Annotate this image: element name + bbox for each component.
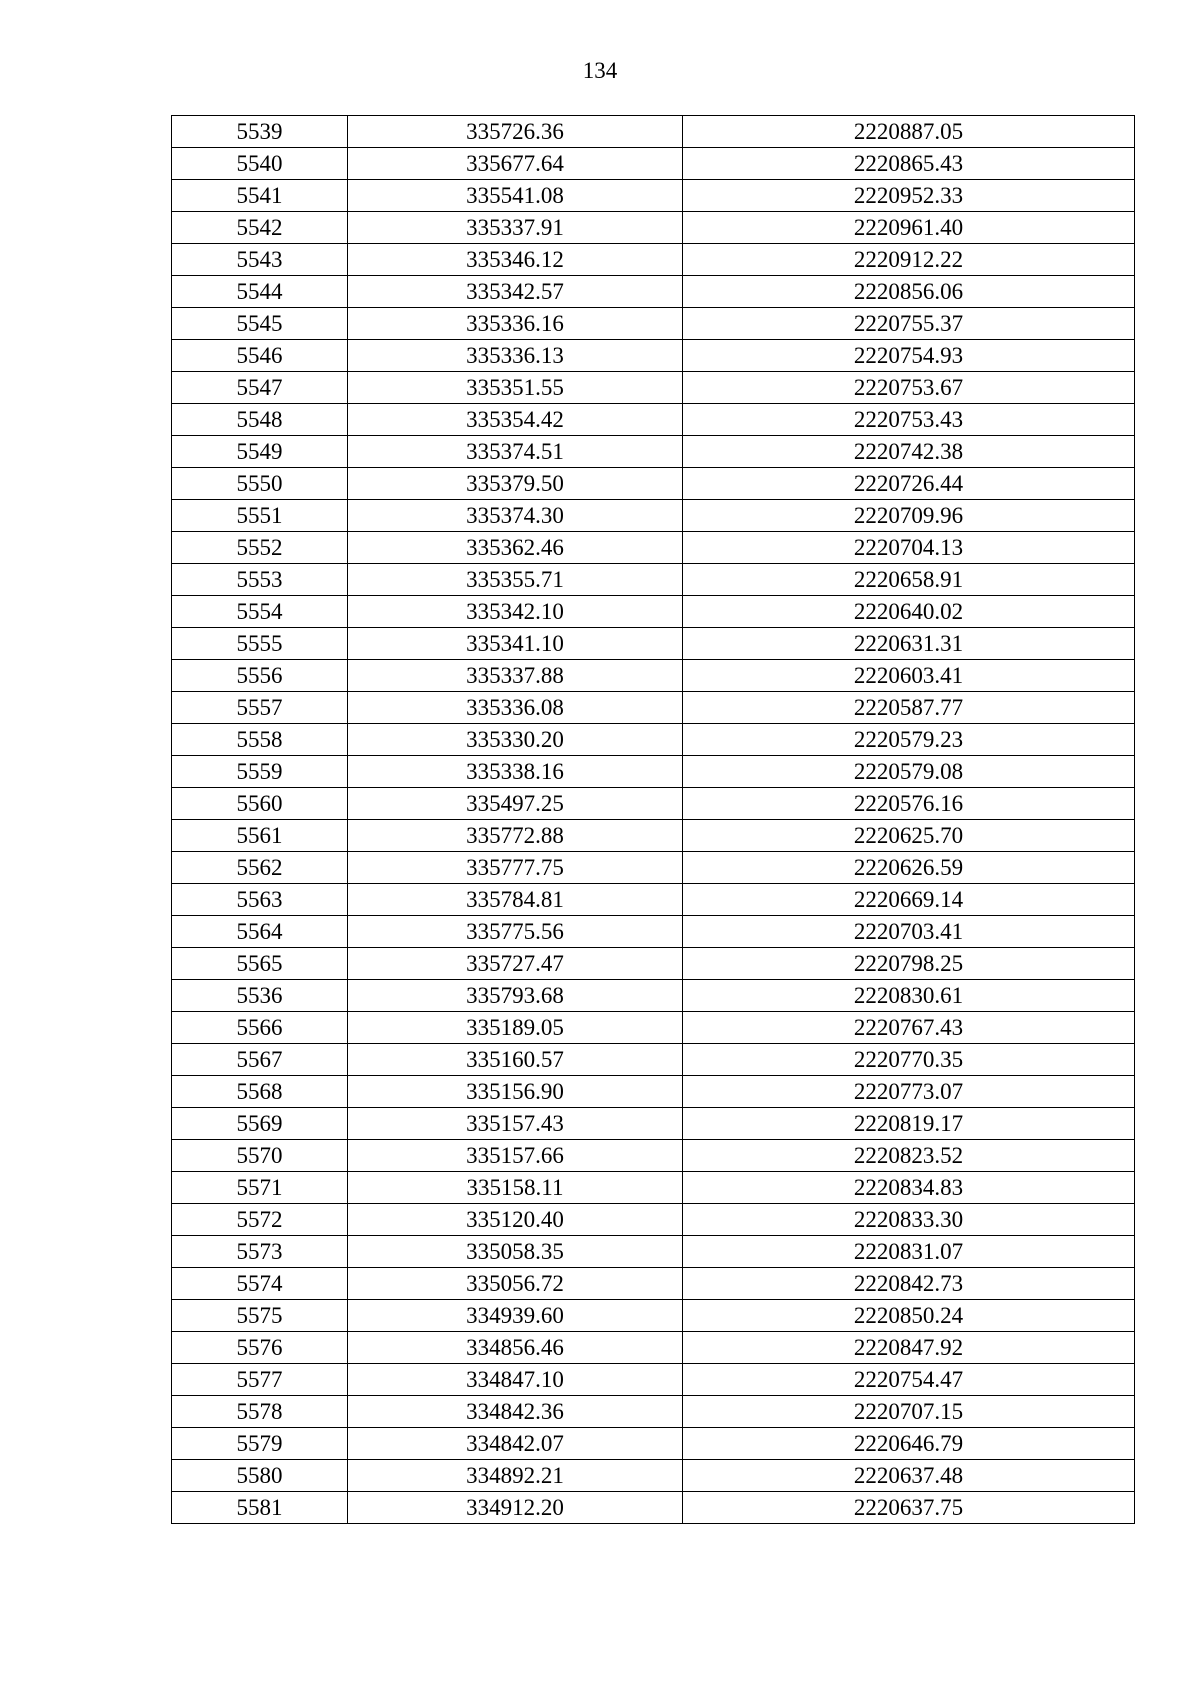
- y-coordinate-cell: 2220830.61: [683, 980, 1135, 1012]
- x-coordinate-cell: 335158.11: [348, 1172, 683, 1204]
- table-row: [172, 628, 1135, 660]
- y-coordinate-cell: 2220755.37: [683, 308, 1135, 340]
- x-coordinate-cell: 335346.12: [348, 244, 683, 276]
- x-coordinate-cell: 335777.75: [348, 852, 683, 884]
- x-coordinate-cell: 335727.47: [348, 948, 683, 980]
- y-coordinate-cell: 2220754.93: [683, 340, 1135, 372]
- y-coordinate-cell: 2220640.02: [683, 596, 1135, 628]
- point-number-cell: 5565: [172, 948, 348, 980]
- y-coordinate-cell: 2220703.41: [683, 916, 1135, 948]
- x-coordinate-cell: 335351.55: [348, 372, 683, 404]
- point-number-cell: 5540: [172, 148, 348, 180]
- y-coordinate-cell: 2220625.70: [683, 820, 1135, 852]
- point-number-cell: 5555: [172, 628, 348, 660]
- x-coordinate-cell: 335784.81: [348, 884, 683, 916]
- y-coordinate-cell: 2220709.96: [683, 500, 1135, 532]
- y-coordinate-cell: 2220631.31: [683, 628, 1135, 660]
- page-number: 134: [582, 58, 618, 83]
- x-coordinate-cell: 335120.40: [348, 1204, 683, 1236]
- coordinates-table-body: [172, 116, 1135, 1524]
- x-coordinate-cell: 335341.10: [348, 628, 683, 660]
- table-row: [172, 1140, 1135, 1172]
- point-number-cell: 5542: [172, 212, 348, 244]
- table-row: [172, 948, 1135, 980]
- x-coordinate-cell: 335157.43: [348, 1108, 683, 1140]
- point-number-cell: 5544: [172, 276, 348, 308]
- point-number-cell: 5563: [172, 884, 348, 916]
- table-row: [172, 308, 1135, 340]
- x-coordinate-cell: 335362.46: [348, 532, 683, 564]
- y-coordinate-cell: 2220819.17: [683, 1108, 1135, 1140]
- y-coordinate-cell: 2220579.08: [683, 756, 1135, 788]
- y-coordinate-cell: 2220669.14: [683, 884, 1135, 916]
- x-coordinate-cell: 335541.08: [348, 180, 683, 212]
- x-coordinate-cell: 335156.90: [348, 1076, 683, 1108]
- table-row: [172, 436, 1135, 468]
- point-number-cell: 5570: [172, 1140, 348, 1172]
- point-number-cell: 5553: [172, 564, 348, 596]
- table-row: [172, 404, 1135, 436]
- x-coordinate-cell: 335497.25: [348, 788, 683, 820]
- y-coordinate-cell: 2220637.48: [683, 1460, 1135, 1492]
- x-coordinate-cell: 335189.05: [348, 1012, 683, 1044]
- table-row: [172, 1076, 1135, 1108]
- table-row: [172, 1364, 1135, 1396]
- point-number-cell: 5575: [172, 1300, 348, 1332]
- y-coordinate-cell: 2220726.44: [683, 468, 1135, 500]
- table-row: [172, 244, 1135, 276]
- y-coordinate-cell: 2220576.16: [683, 788, 1135, 820]
- point-number-cell: 5574: [172, 1268, 348, 1300]
- point-number-cell: 5550: [172, 468, 348, 500]
- y-coordinate-cell: 2220856.06: [683, 276, 1135, 308]
- table-row: [172, 532, 1135, 564]
- table-row: [172, 276, 1135, 308]
- table-row: [172, 660, 1135, 692]
- y-coordinate-cell: 2220753.43: [683, 404, 1135, 436]
- x-coordinate-cell: 335379.50: [348, 468, 683, 500]
- y-coordinate-cell: 2220707.15: [683, 1396, 1135, 1428]
- y-coordinate-cell: 2220912.22: [683, 244, 1135, 276]
- table-row: [172, 1428, 1135, 1460]
- point-number-cell: 5539: [172, 116, 348, 148]
- y-coordinate-cell: 2220823.52: [683, 1140, 1135, 1172]
- table-row: [172, 724, 1135, 756]
- y-coordinate-cell: 2220767.43: [683, 1012, 1135, 1044]
- point-number-cell: 5554: [172, 596, 348, 628]
- table-row: [172, 564, 1135, 596]
- table-row: [172, 180, 1135, 212]
- y-coordinate-cell: 2220773.07: [683, 1076, 1135, 1108]
- x-coordinate-cell: 335056.72: [348, 1268, 683, 1300]
- point-number-cell: 5562: [172, 852, 348, 884]
- table-row: [172, 116, 1135, 148]
- x-coordinate-cell: 334847.10: [348, 1364, 683, 1396]
- x-coordinate-cell: 335354.42: [348, 404, 683, 436]
- table-row: [172, 468, 1135, 500]
- y-coordinate-cell: 2220658.91: [683, 564, 1135, 596]
- y-coordinate-cell: 2220833.30: [683, 1204, 1135, 1236]
- y-coordinate-cell: 2220626.59: [683, 852, 1135, 884]
- point-number-cell: 5558: [172, 724, 348, 756]
- x-coordinate-cell: 335337.88: [348, 660, 683, 692]
- x-coordinate-cell: 334892.21: [348, 1460, 683, 1492]
- point-number-cell: 5566: [172, 1012, 348, 1044]
- y-coordinate-cell: 2220637.75: [683, 1492, 1135, 1524]
- y-coordinate-cell: 2220587.77: [683, 692, 1135, 724]
- x-coordinate-cell: 335374.51: [348, 436, 683, 468]
- y-coordinate-cell: 2220603.41: [683, 660, 1135, 692]
- table-row: [172, 1332, 1135, 1364]
- table-row: [172, 148, 1135, 180]
- point-number-cell: 5561: [172, 820, 348, 852]
- table-row: [172, 1204, 1135, 1236]
- x-coordinate-cell: 335355.71: [348, 564, 683, 596]
- y-coordinate-cell: 2220961.40: [683, 212, 1135, 244]
- point-number-cell: 5541: [172, 180, 348, 212]
- table-row: [172, 1044, 1135, 1076]
- y-coordinate-cell: 2220646.79: [683, 1428, 1135, 1460]
- point-number-cell: 5547: [172, 372, 348, 404]
- y-coordinate-cell: 2220704.13: [683, 532, 1135, 564]
- point-number-cell: 5567: [172, 1044, 348, 1076]
- x-coordinate-cell: 335336.16: [348, 308, 683, 340]
- table-row: [172, 1268, 1135, 1300]
- x-coordinate-cell: 335160.57: [348, 1044, 683, 1076]
- table-row: [172, 1236, 1135, 1268]
- point-number-cell: 5548: [172, 404, 348, 436]
- point-number-cell: 5552: [172, 532, 348, 564]
- y-coordinate-cell: 2220952.33: [683, 180, 1135, 212]
- x-coordinate-cell: 335338.16: [348, 756, 683, 788]
- table-row: [172, 692, 1135, 724]
- table-row: [172, 1492, 1135, 1524]
- point-number-cell: 5572: [172, 1204, 348, 1236]
- table-row: [172, 756, 1135, 788]
- coordinates-table: [171, 115, 1135, 1524]
- point-number-cell: 5564: [172, 916, 348, 948]
- x-coordinate-cell: 335772.88: [348, 820, 683, 852]
- point-number-cell: 5568: [172, 1076, 348, 1108]
- y-coordinate-cell: 2220847.92: [683, 1332, 1135, 1364]
- y-coordinate-cell: 2220831.07: [683, 1236, 1135, 1268]
- table-row: [172, 980, 1135, 1012]
- point-number-cell: 5536: [172, 980, 348, 1012]
- y-coordinate-cell: 2220887.05: [683, 116, 1135, 148]
- point-number-cell: 5577: [172, 1364, 348, 1396]
- point-number-cell: 5579: [172, 1428, 348, 1460]
- point-number-cell: 5576: [172, 1332, 348, 1364]
- x-coordinate-cell: 335337.91: [348, 212, 683, 244]
- point-number-cell: 5545: [172, 308, 348, 340]
- x-coordinate-cell: 335336.13: [348, 340, 683, 372]
- x-coordinate-cell: 334842.07: [348, 1428, 683, 1460]
- point-number-cell: 5557: [172, 692, 348, 724]
- table-row: [172, 1172, 1135, 1204]
- table-row: [172, 1460, 1135, 1492]
- table-row: [172, 852, 1135, 884]
- y-coordinate-cell: 2220798.25: [683, 948, 1135, 980]
- x-coordinate-cell: 335374.30: [348, 500, 683, 532]
- point-number-cell: 5573: [172, 1236, 348, 1268]
- point-number-cell: 5559: [172, 756, 348, 788]
- y-coordinate-cell: 2220754.47: [683, 1364, 1135, 1396]
- x-coordinate-cell: 335726.36: [348, 116, 683, 148]
- table-row: [172, 1012, 1135, 1044]
- x-coordinate-cell: 335677.64: [348, 148, 683, 180]
- x-coordinate-cell: 334912.20: [348, 1492, 683, 1524]
- x-coordinate-cell: 335157.66: [348, 1140, 683, 1172]
- table-row: [172, 340, 1135, 372]
- table-row: [172, 1108, 1135, 1140]
- table-row: [172, 884, 1135, 916]
- table-row: [172, 596, 1135, 628]
- x-coordinate-cell: 335058.35: [348, 1236, 683, 1268]
- y-coordinate-cell: 2220579.23: [683, 724, 1135, 756]
- x-coordinate-cell: 335793.68: [348, 980, 683, 1012]
- y-coordinate-cell: 2220770.35: [683, 1044, 1135, 1076]
- x-coordinate-cell: 334939.60: [348, 1300, 683, 1332]
- x-coordinate-cell: 335775.56: [348, 916, 683, 948]
- table-row: [172, 788, 1135, 820]
- point-number-cell: 5556: [172, 660, 348, 692]
- x-coordinate-cell: 335342.57: [348, 276, 683, 308]
- y-coordinate-cell: 2220842.73: [683, 1268, 1135, 1300]
- point-number-cell: 5569: [172, 1108, 348, 1140]
- x-coordinate-cell: 335342.10: [348, 596, 683, 628]
- y-coordinate-cell: 2220850.24: [683, 1300, 1135, 1332]
- table-row: [172, 1396, 1135, 1428]
- x-coordinate-cell: 335330.20: [348, 724, 683, 756]
- point-number-cell: 5543: [172, 244, 348, 276]
- point-number-cell: 5571: [172, 1172, 348, 1204]
- y-coordinate-cell: 2220834.83: [683, 1172, 1135, 1204]
- point-number-cell: 5581: [172, 1492, 348, 1524]
- table-row: [172, 1300, 1135, 1332]
- table-row: [172, 212, 1135, 244]
- point-number-cell: 5580: [172, 1460, 348, 1492]
- point-number-cell: 5549: [172, 436, 348, 468]
- x-coordinate-cell: 335336.08: [348, 692, 683, 724]
- point-number-cell: 5551: [172, 500, 348, 532]
- y-coordinate-cell: 2220865.43: [683, 148, 1135, 180]
- y-coordinate-cell: 2220742.38: [683, 436, 1135, 468]
- y-coordinate-cell: 2220753.67: [683, 372, 1135, 404]
- point-number-cell: 5578: [172, 1396, 348, 1428]
- point-number-cell: 5560: [172, 788, 348, 820]
- x-coordinate-cell: 334842.36: [348, 1396, 683, 1428]
- table-row: [172, 916, 1135, 948]
- table-row: [172, 500, 1135, 532]
- point-number-cell: 5546: [172, 340, 348, 372]
- x-coordinate-cell: 334856.46: [348, 1332, 683, 1364]
- table-row: [172, 820, 1135, 852]
- table-row: [172, 372, 1135, 404]
